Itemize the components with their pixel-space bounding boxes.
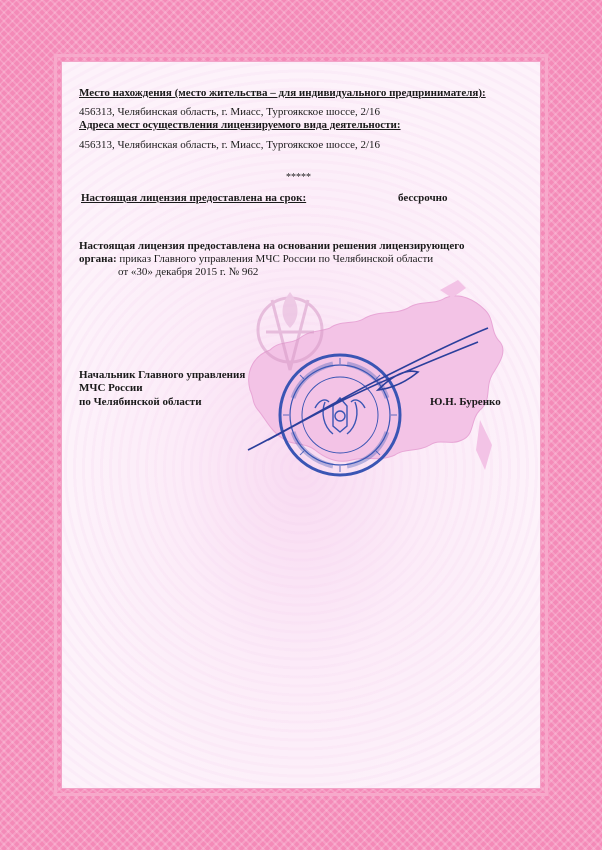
signatory-title-line-1: Начальник Главного управления bbox=[79, 369, 246, 381]
signatory-title-line-2: МЧС России bbox=[79, 382, 143, 394]
basis-line-1: Настоящая лицензия предоставлена на основании решения лицензирующего bbox=[79, 240, 465, 252]
activity-address: 456313, Челябинская область, г. Миасс, Тургоякское шоссе, 2/16 bbox=[79, 139, 381, 151]
activity-address-heading: Адреса мест осуществления лицензируемого вида деятельности: bbox=[79, 119, 401, 131]
term-value: бессрочно bbox=[398, 192, 448, 204]
signatory-name: Ю.Н. Буренко bbox=[430, 396, 501, 408]
section-separator: ***** bbox=[286, 172, 311, 183]
basis-line-2 bbox=[79, 252, 433, 266]
location-heading: Место нахождения (место жительства – для индивидуального предпринимателя): bbox=[79, 87, 486, 99]
handwritten-signature bbox=[228, 320, 508, 460]
location-address: 456313, Челябинская область, г. Миасс, Тургоякское шоссе, 2/16 bbox=[79, 106, 381, 118]
basis-organ-label: органа: bbox=[79, 253, 117, 265]
signatory-title-line-3: по Челябинской области bbox=[79, 396, 202, 408]
basis-line-3: от «30» декабря 2015 г. № 962 bbox=[118, 266, 259, 278]
basis-order-text: приказ Главного управления МЧС России по Челябинской области bbox=[116, 253, 434, 265]
term-label: Настоящая лицензия предоставлена на срок: bbox=[81, 192, 307, 204]
